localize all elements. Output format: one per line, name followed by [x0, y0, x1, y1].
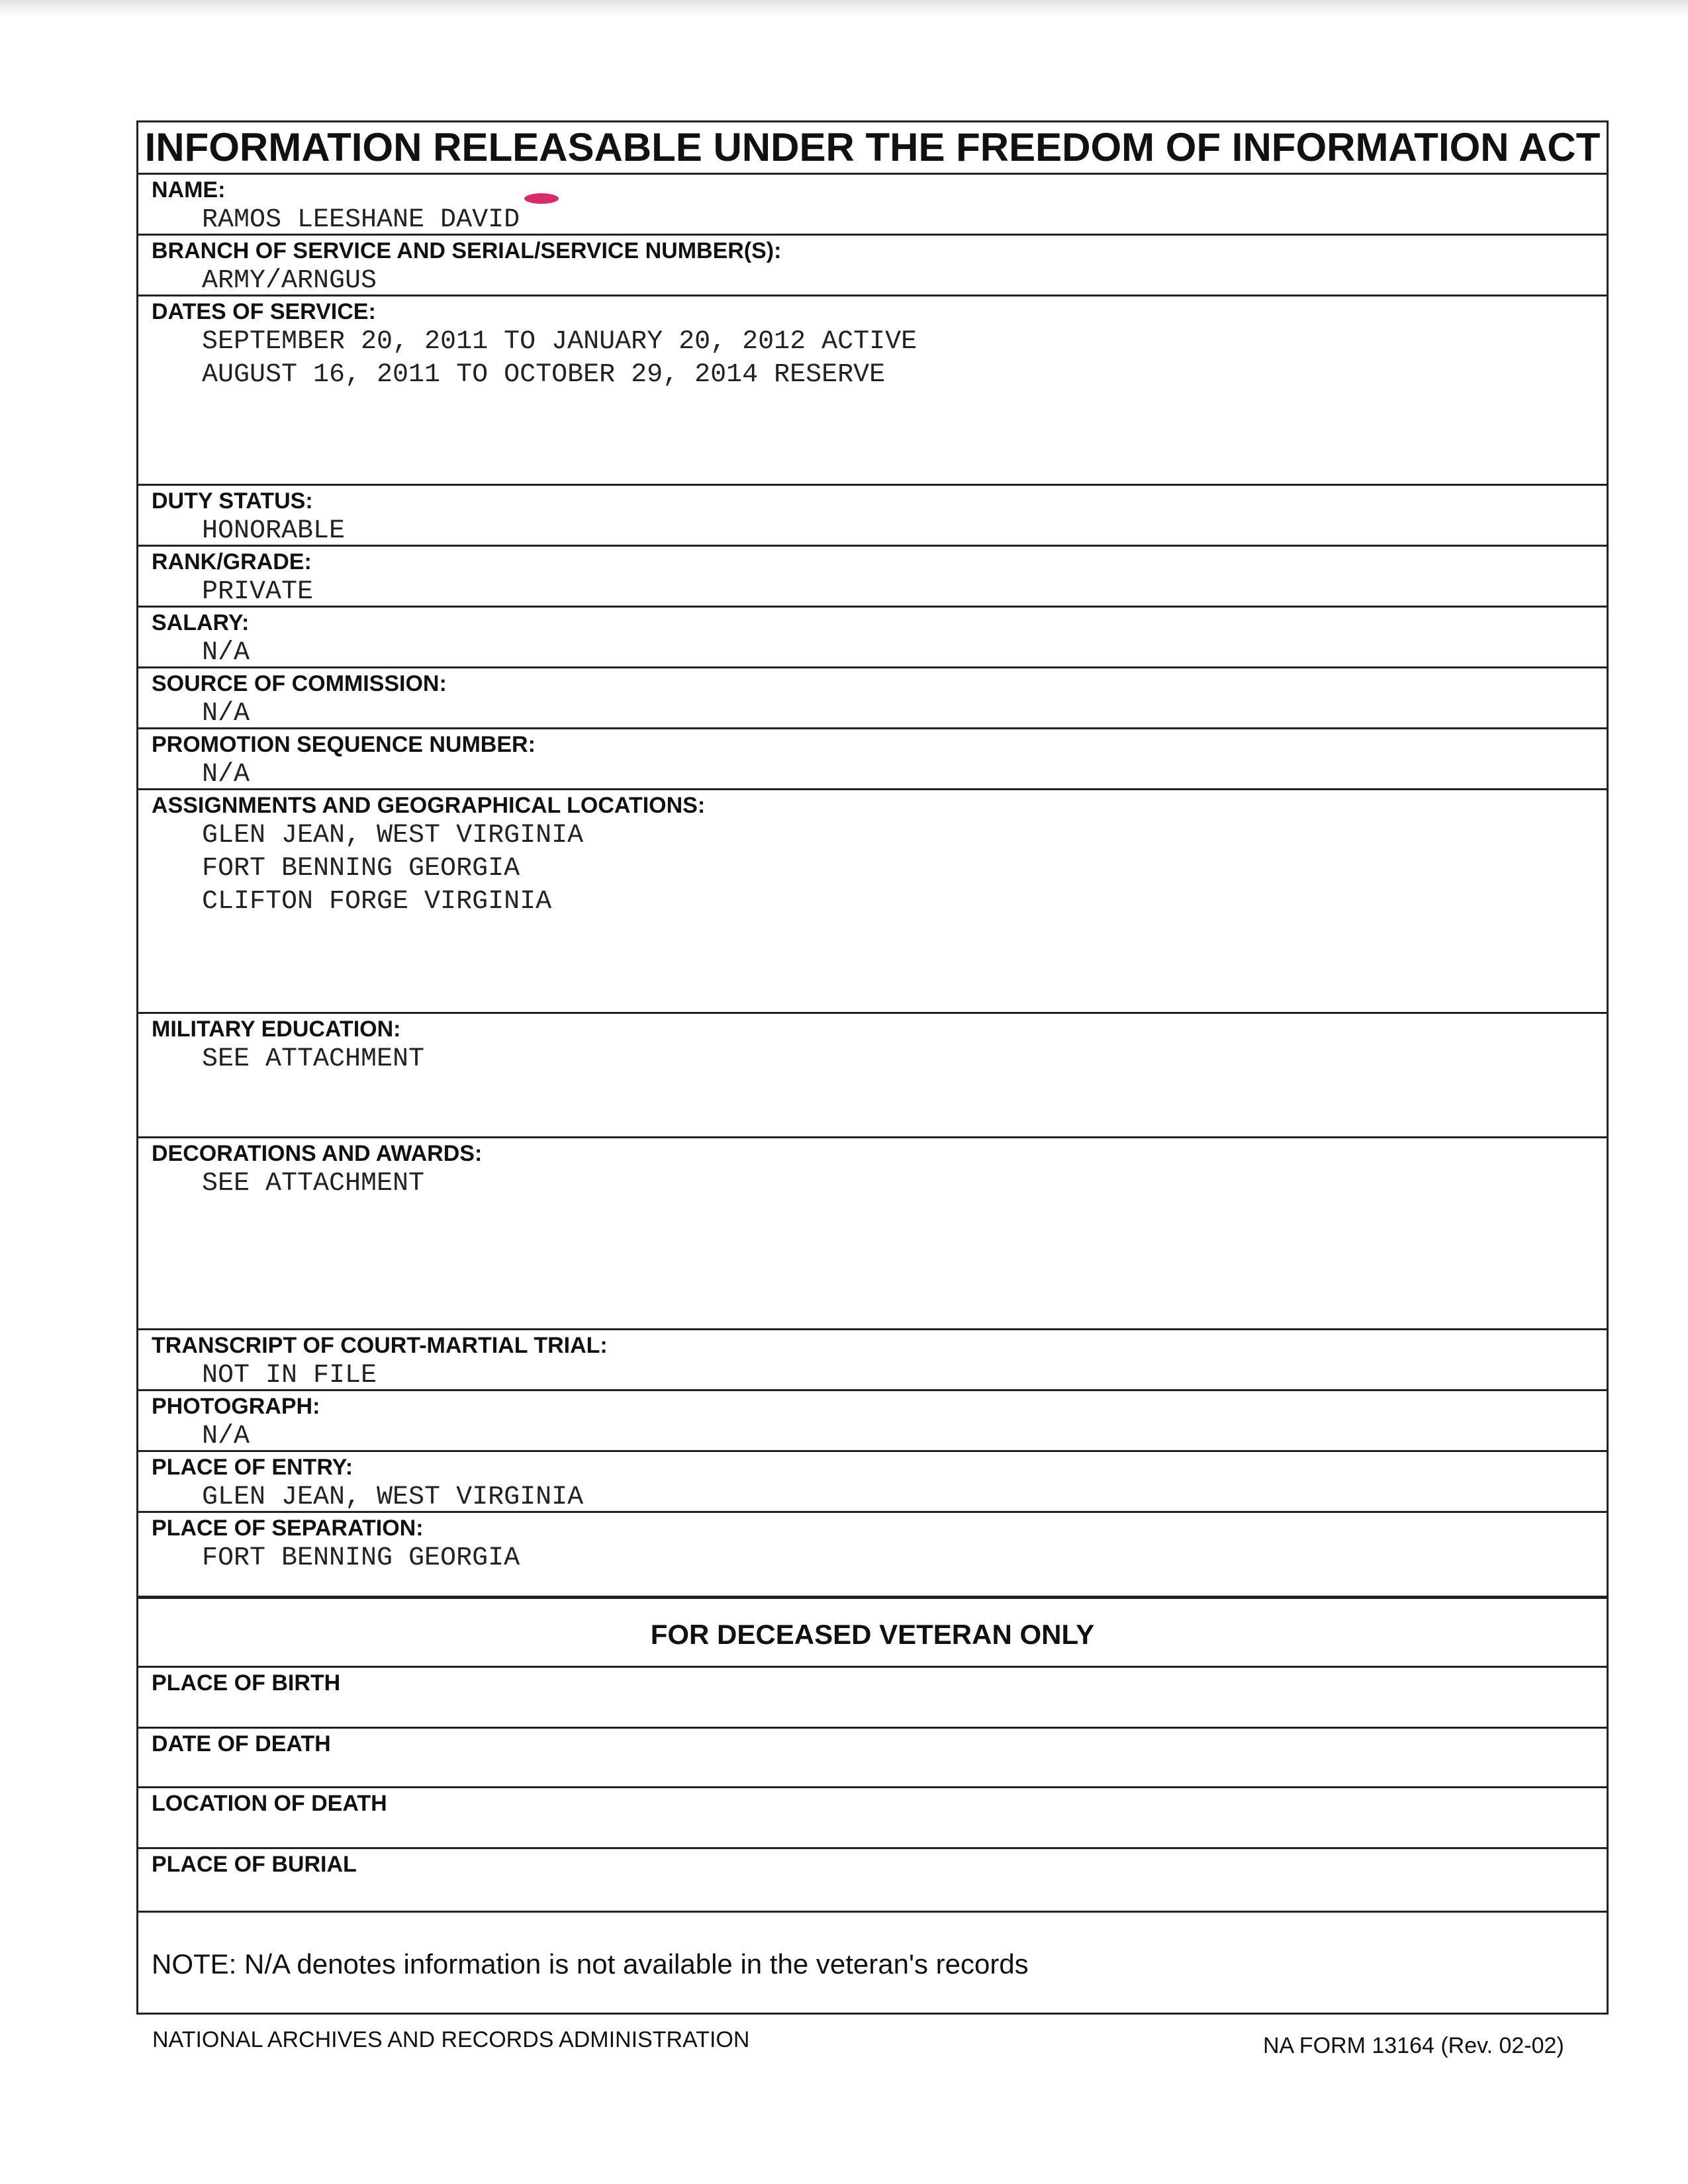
- transcript-value: NOT IN FILE: [202, 1361, 377, 1390]
- photograph-label: PHOTOGRAPH:: [152, 1394, 320, 1419]
- death-date-label: DATE OF DEATH: [152, 1731, 331, 1756]
- footer-form-number: NA FORM 13164 (Rev. 02-02): [1263, 2033, 1564, 2058]
- commission-section: [138, 666, 1607, 727]
- dates-line-2: AUGUST 16, 2011 TO OCTOBER 29, 2014 RESERVE: [202, 360, 886, 390]
- duty-section: [138, 484, 1607, 545]
- decorations-value: SEE ATTACHMENT: [202, 1169, 425, 1199]
- assignments-label: ASSIGNMENTS AND GEOGRAPHICAL LOCATIONS:: [152, 793, 706, 818]
- rank-label: RANK/GRADE:: [152, 549, 312, 574]
- commission-value: N/A: [202, 699, 250, 729]
- death-location-section: [138, 1786, 1607, 1847]
- decorations-label: DECORATIONS AND AWARDS:: [152, 1141, 483, 1166]
- separation-section: [138, 1511, 1607, 1596]
- dates-line-1: SEPTEMBER 20, 2011 TO JANUARY 20, 2012 ACTIVE: [202, 327, 917, 357]
- foia-form: [136, 120, 1609, 2015]
- branch-value: ARMY/ARNGUS: [202, 266, 377, 296]
- separation-value: FORT BENNING GEORGIA: [202, 1543, 520, 1573]
- education-section: [138, 1012, 1607, 1136]
- branch-section: [138, 234, 1607, 295]
- entry-label: PLACE OF ENTRY:: [152, 1455, 353, 1480]
- commission-label: SOURCE OF COMMISSION:: [152, 671, 447, 696]
- salary-value: N/A: [202, 638, 250, 668]
- assignment-line-1: GLEN JEAN, WEST VIRGINIA: [202, 821, 584, 850]
- duty-label: DUTY STATUS:: [152, 488, 313, 514]
- burial-label: PLACE OF BURIAL: [152, 1852, 357, 1877]
- birth-section: [138, 1666, 1607, 1727]
- transcript-section: [138, 1328, 1607, 1389]
- note-section: [138, 1911, 1607, 2013]
- dates-label: DATES OF SERVICE:: [152, 299, 376, 324]
- death-location-label: LOCATION OF DEATH: [152, 1791, 387, 1816]
- entry-section: [138, 1450, 1607, 1511]
- birth-label: PLACE OF BIRTH: [152, 1670, 341, 1696]
- name-label: NAME:: [152, 177, 226, 203]
- entry-value: GLEN JEAN, WEST VIRGINIA: [202, 1482, 584, 1512]
- scan-edge-shadow: [0, 0, 1688, 16]
- deceased-title: FOR DECEASED VETERAN ONLY: [650, 1619, 1095, 1650]
- salary-label: SALARY:: [152, 610, 250, 635]
- branch-label: BRANCH OF SERVICE AND SERIAL/SERVICE NUMBER(S):: [152, 238, 782, 263]
- deceased-header: [138, 1596, 1607, 1666]
- promotion-value: N/A: [202, 760, 250, 790]
- assignment-line-3: CLIFTON FORGE VIRGINIA: [202, 887, 552, 917]
- transcript-label: TRANSCRIPT OF COURT-MARTIAL TRIAL:: [152, 1333, 608, 1358]
- assignments-section: [138, 788, 1607, 1012]
- name-value: RAMOS LEESHANE DAVID: [202, 205, 520, 235]
- salary-section: [138, 606, 1607, 666]
- assignment-line-2: FORT BENNING GEORGIA: [202, 854, 520, 884]
- rank-value: PRIVATE: [202, 577, 314, 607]
- form-title: INFORMATION RELEASABLE UNDER THE FREEDOM OF INFORMATION ACT: [144, 125, 1601, 169]
- separation-label: PLACE OF SEPARATION:: [152, 1516, 424, 1541]
- education-value: SEE ATTACHMENT: [202, 1044, 425, 1074]
- promotion-section: [138, 727, 1607, 788]
- death-date-section: [138, 1727, 1607, 1786]
- photograph-value: N/A: [202, 1422, 250, 1451]
- promotion-label: PROMOTION SEQUENCE NUMBER:: [152, 732, 536, 757]
- ink-mark: [524, 193, 559, 204]
- rank-section: [138, 545, 1607, 606]
- photograph-section: [138, 1389, 1607, 1450]
- footer-agency: NATIONAL ARCHIVES AND RECORDS ADMINISTRATION: [152, 2027, 750, 2052]
- decorations-section: [138, 1136, 1607, 1328]
- duty-value: HONORABLE: [202, 516, 346, 546]
- dates-section: [138, 295, 1607, 484]
- note-text: NOTE: N/A denotes information is not available in the veteran's records: [152, 1948, 1029, 1979]
- education-label: MILITARY EDUCATION:: [152, 1017, 401, 1042]
- name-section: [138, 173, 1607, 234]
- burial-section: [138, 1847, 1607, 1911]
